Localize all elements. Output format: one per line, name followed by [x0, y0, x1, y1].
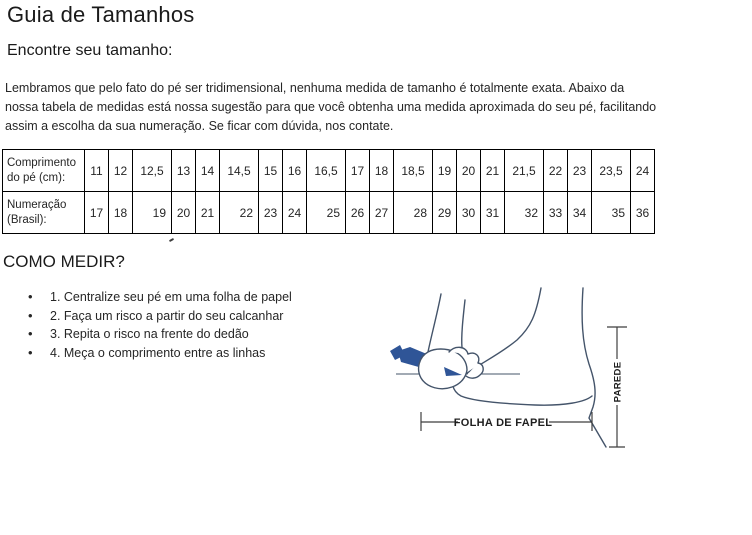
- size-table-cell: 14,5: [220, 150, 259, 192]
- stray-mark-artifact: [169, 238, 174, 242]
- wall-label: PAREDE: [612, 361, 624, 403]
- page-title: Guia de Tamanhos: [7, 2, 195, 27]
- size-table-cell: 19: [433, 150, 457, 192]
- size-table-cell: 21: [196, 192, 220, 234]
- size-table-cell: 20: [457, 150, 481, 192]
- size-table-cell: 12,5: [133, 150, 172, 192]
- size-table-cell: 18,5: [394, 150, 433, 192]
- size-table-cell: 24: [631, 150, 655, 192]
- size-table-cell: 15: [259, 150, 283, 192]
- size-table-cell: 23: [259, 192, 283, 234]
- measuring-step: • 4. Meça o comprimento entre as linhas: [28, 344, 292, 363]
- size-conversion-table: [2, 149, 655, 234]
- intro-line: nossa tabela de medidas está nossa sugestão para que você obtenha uma medida aproximada do seu pé, facilitando: [5, 100, 657, 114]
- foot-measurement-diagram: [386, 276, 644, 460]
- size-table-cell: 17: [85, 192, 109, 234]
- size-table-row: [3, 192, 655, 234]
- how-to-measure-heading: COMO MEDIR?: [3, 252, 125, 271]
- size-table-cell: 32: [505, 192, 544, 234]
- size-table-cell: 26: [346, 192, 370, 234]
- size-table-row-label: Comprimento do pé (cm):: [3, 150, 85, 192]
- size-table-cell: 27: [370, 192, 394, 234]
- intro-paragraph: [5, 79, 725, 136]
- size-table-cell: 30: [457, 192, 481, 234]
- measuring-step: • 1. Centralize seu pé em uma folha de papel: [28, 288, 292, 307]
- size-table-cell: 24: [283, 192, 307, 234]
- size-table-cell: 21: [481, 150, 505, 192]
- size-table-cell: 35: [592, 192, 631, 234]
- measuring-steps-list: [28, 288, 292, 362]
- measuring-step: • 3. Repita o risco na frente do dedão: [28, 325, 292, 344]
- size-table-cell: 18: [370, 150, 394, 192]
- find-your-size-heading: Encontre seu tamanho:: [7, 42, 173, 59]
- size-table-cell: 33: [544, 192, 568, 234]
- size-table-cell: 34: [568, 192, 592, 234]
- size-table-cell: 29: [433, 192, 457, 234]
- foot-diagram-drawing: [386, 276, 644, 460]
- size-table-cell: 31: [481, 192, 505, 234]
- size-table-cell: 18: [109, 192, 133, 234]
- size-table-cell: 13: [172, 150, 196, 192]
- size-table-cell: 25: [307, 192, 346, 234]
- size-table-cell: 21,5: [505, 150, 544, 192]
- intro-line: assim a escolha da sua numeração. Se ficar com dúvida, nos contate.: [5, 119, 394, 133]
- size-table-cell: 22: [544, 150, 568, 192]
- size-table-cell: 19: [133, 192, 172, 234]
- measuring-step: • 2. Faça um risco a partir do seu calcanhar: [28, 307, 292, 326]
- size-table-cell: 17: [346, 150, 370, 192]
- size-table-cell: 16,5: [307, 150, 346, 192]
- size-table-cell: 14: [196, 150, 220, 192]
- size-table-cell: 16: [283, 150, 307, 192]
- size-table-cell: 23: [568, 150, 592, 192]
- size-table-cell: 22: [220, 192, 259, 234]
- size-table-row-label: Numeração (Brasil):: [3, 192, 85, 234]
- size-table-cell: 23,5: [592, 150, 631, 192]
- size-table-cell: 12: [109, 150, 133, 192]
- size-table-cell: 28: [394, 192, 433, 234]
- paper-label: FOLHA DE FAPEL: [453, 417, 553, 429]
- size-table-cell: 36: [631, 192, 655, 234]
- intro-line: Lembramos que pelo fato do pé ser tridimensional, nenhuma medida de tamanho é totalmente exata. Abaixo da: [5, 81, 625, 95]
- size-table-cell: 11: [85, 150, 109, 192]
- size-table-cell: 20: [172, 192, 196, 234]
- size-table-row: [3, 150, 655, 192]
